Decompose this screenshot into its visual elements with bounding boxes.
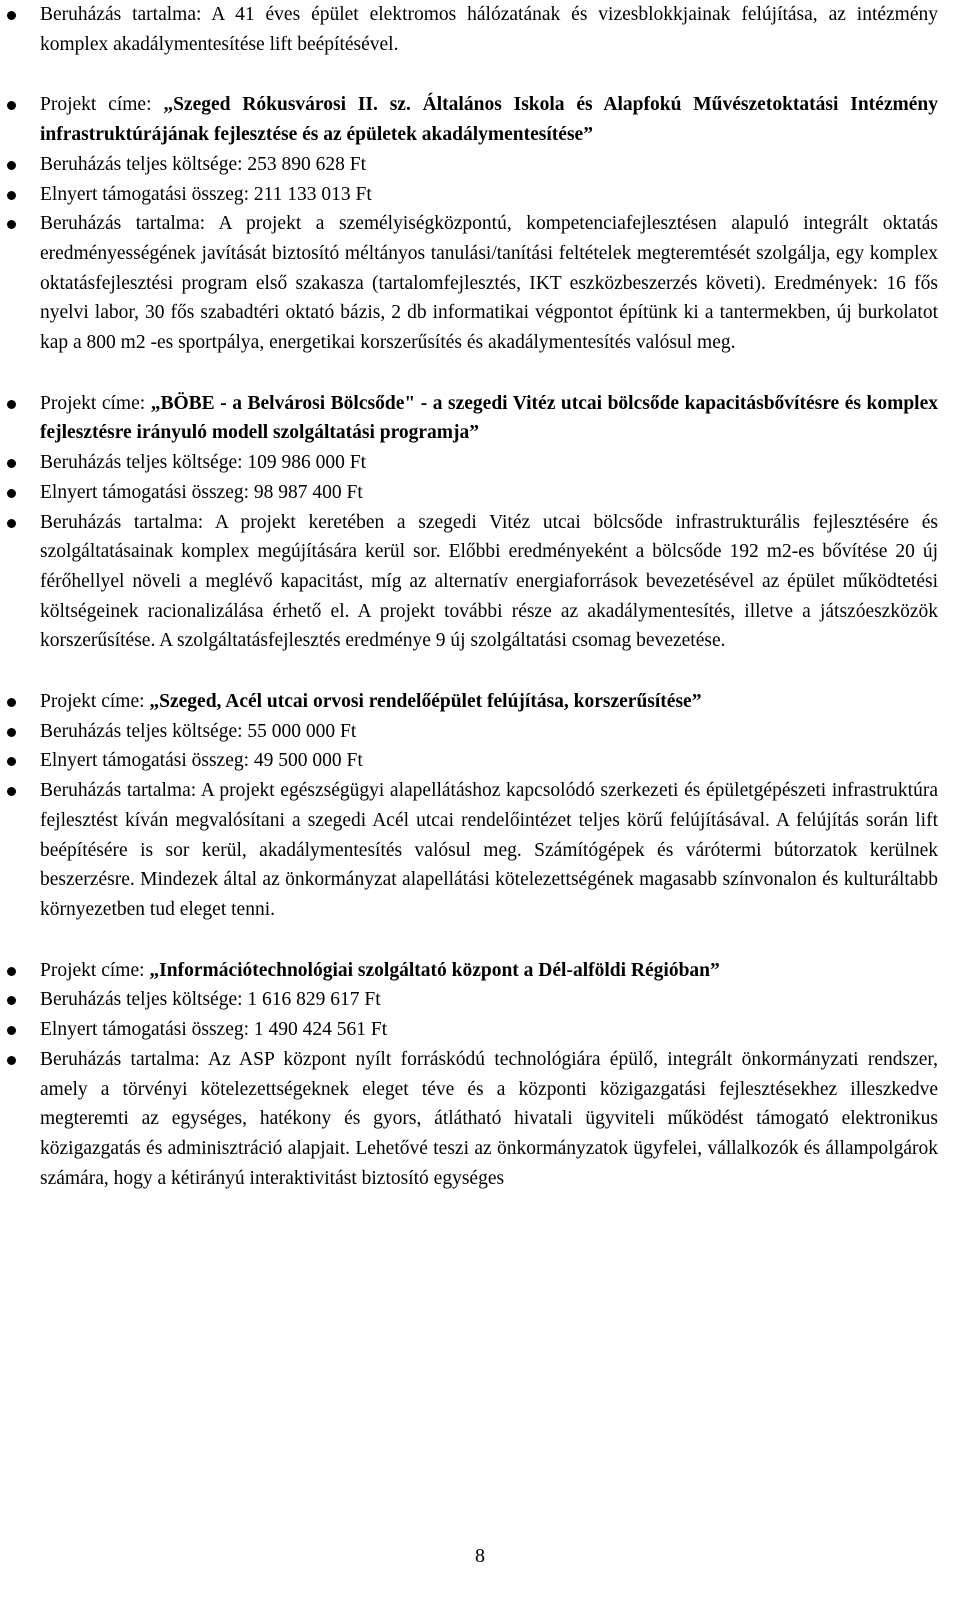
total-cost: Beruházás teljes költsége: 55 000 000 Ft <box>40 720 357 742</box>
item-text: Beruházás tartalma: A 41 éves épület elektromos hálózatának és vizesblokkjainak felújítása, az intézmény komplex akadálymentesítése lift beépítésével. <box>40 4 938 55</box>
spacer <box>40 925 938 956</box>
list-item <box>40 478 938 508</box>
list-item <box>40 209 938 358</box>
list-item <box>40 687 938 717</box>
project-content: Beruházás tartalma: A projekt keretében a szegedi Vitéz utcai bölcsőde infrastrukturális fejlesztésére és szolgáltatásainak komplex megújítására kerül sor. Előbbi eredményeként a bölcsőde 192 m2-es bővítése 20 új férőhellyel növeli a meglévő kapacitást, míg az alternatív energiaforrások bevezetésével az épület működtetési költségeinek racionalizálása érhető el. A projekt további része az akadálymentesítés, illetve a játszóeszközök korszerűsítése. A szolgáltatásfejlesztés eredménye 9 új szolgáltatási csomag bevezetése. <box>40 511 938 652</box>
project-title: „Szeged Rókusvárosi II. sz. Általános Iskola és Alapfokú Művészetoktatási Intézmény infrastruktúrájának fejlesztése és az épületek akadálymentesítése” <box>40 94 938 146</box>
list-item <box>40 746 938 776</box>
grant-amount: Elnyert támogatási összeg: 98 987 400 Ft <box>40 481 363 503</box>
grant-amount: Elnyert támogatási összeg: 49 500 000 Ft <box>40 750 363 772</box>
list-item <box>40 1015 938 1045</box>
grant-amount: Elnyert támogatási összeg: 211 133 013 Ft <box>40 183 372 205</box>
page-number: 8 <box>475 1545 485 1567</box>
project-block-1-tail <box>40 0 938 59</box>
list-item <box>40 0 938 59</box>
list-item <box>40 150 938 180</box>
list-item <box>40 90 938 149</box>
project-content: Beruházás tartalma: A projekt a személyiségközpontú, kompetenciafejlesztésen alapuló integrált oktatás eredményességének javítását biztosító méltányos tanulási/tanítási feltételek megteremtését szolgálja, egy komplex oktatásfejlesztési program első szakasza (tartalomfejlesztés, IKT eszközbeszerzés követi). Eredmények: 16 fős nyelvi labor, 30 fős szabadtéri oktató bázis, 2 db informatikai végpontot építünk ki a tantermekben, új burkolatot kap a 800 m2 -es sportpálya, energetikai korszerűsítés és akadálymentesítés valósul meg. <box>40 213 938 354</box>
project-title: „BÖBE - a Belvárosi Bölcsőde" - a szegedi Vitéz utcai bölcsőde kapacitásbővítésre és komplex fejlesztésre irányuló modell szolgáltatási programja” <box>40 392 938 444</box>
project-title: „Információtechnológiai szolgáltató központ a Dél-alföldi Régióban” <box>149 959 720 981</box>
project-block-acel-utca <box>40 687 938 925</box>
list-item <box>40 180 938 210</box>
title-prefix: Projekt címe: <box>40 959 150 981</box>
project-title: „Szeged, Acél utcai orvosi rendelőépület felújítása, korszerűsítése” <box>149 691 702 713</box>
title-prefix: Projekt címe: <box>40 691 150 713</box>
list-item <box>40 956 938 986</box>
spacer <box>40 358 938 389</box>
title-prefix: Projekt címe: <box>40 94 164 116</box>
spacer <box>40 59 938 90</box>
project-block-rokusvarosi <box>40 90 938 357</box>
list-item <box>40 508 938 657</box>
list-item <box>40 448 938 478</box>
total-cost: Beruházás teljes költsége: 253 890 628 Ft <box>40 153 367 175</box>
grant-amount: Elnyert támogatási összeg: 1 490 424 561 Ft <box>40 1019 388 1041</box>
list-item <box>40 389 938 448</box>
project-block-asp <box>40 956 938 1194</box>
list-item <box>40 717 938 747</box>
total-cost: Beruházás teljes költsége: 109 986 000 Ft <box>40 452 367 474</box>
project-block-bobe <box>40 389 938 656</box>
spacer <box>40 656 938 687</box>
list-item <box>40 1045 938 1194</box>
title-prefix: Projekt címe: <box>40 392 151 414</box>
list-item <box>40 985 938 1015</box>
total-cost: Beruházás teljes költsége: 1 616 829 617 Ft <box>40 989 381 1011</box>
list-item <box>40 776 938 925</box>
project-content: Beruházás tartalma: Az ASP központ nyílt forráskódú technológiára épülő, integrált önkormányzati rendszer, amely a törvényi kötelezettségeknek eleget téve és a központi közigazgatási fejlesztésekhez illeszkedve megteremti az egységes, hatékony és gyors, átlátható hivatali ügyviteli működést támogató elektronikus közigazgatás és adminisztráció alapjait. Lehetővé teszi az önkormányzatok ügyfelei, vállalkozók és állampolgárok számára, hogy a kétirányú interaktivitást biztosító egységes <box>40 1048 938 1189</box>
project-content: Beruházás tartalma: A projekt egészségügyi alapellátáshoz kapcsolódó szerkezeti és épületgépészeti infrastruktúra fejlesztést kíván megvalósítani a szegedi Acél utcai rendelőintézet teljes körű felújításával. A felújítás során lift beépítésére is sor kerül, akadálymentesítés valósul meg. Számítógépek és várótermi bútorzatok kerülnek beszerzésre. Mindezek által az önkormányzat alapellátási kötelezettségének magasabb színvonalon és kulturáltabb környezetben tud eleget tenni. <box>40 780 938 920</box>
document-page <box>40 0 938 1193</box>
